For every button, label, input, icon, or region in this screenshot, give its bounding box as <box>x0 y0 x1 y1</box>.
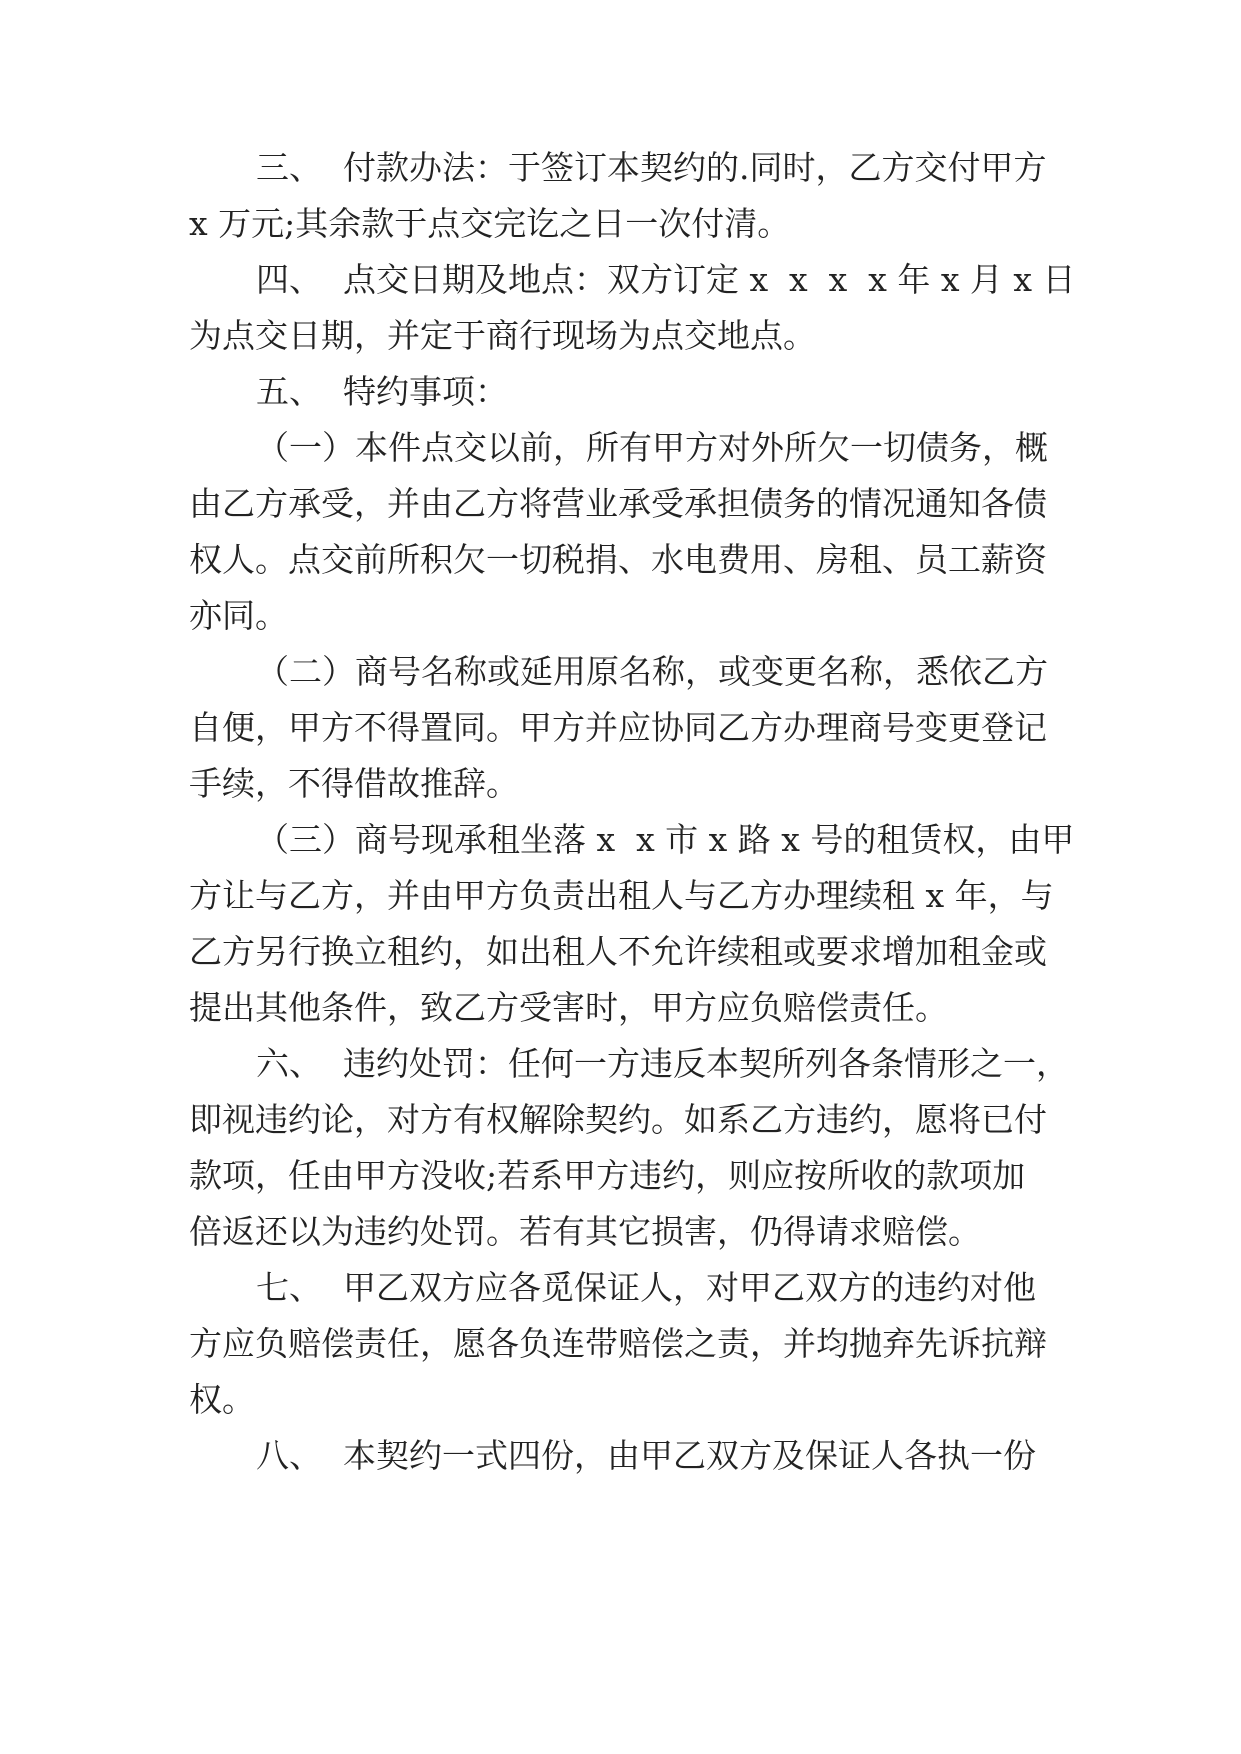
text-line: 即视违约论，对方有权解除契约。如系乙方违约，愿将已付 <box>189 1100 1047 1139</box>
text-line: 提出其他条件，致乙方受害时，甲方应负赔偿责任。 <box>189 988 948 1027</box>
text-line: 权。 <box>189 1380 255 1419</box>
text-line: 方让与乙方，并由甲方负责出租人与乙方办理续租 x 年，与 <box>189 876 1054 915</box>
text-line: 八、 本契约一式四份，由甲乙双方及保证人各执一份 <box>256 1436 1036 1475</box>
text-line: 六、 违约处罚：任何一方违反本契所列各条情形之一， <box>256 1044 1069 1083</box>
text-line: （一）本件点交以前，所有甲方对外所欠一切债务，概 <box>256 428 1048 467</box>
text-line: 由乙方承受，并由乙方将营业承受承担债务的情况通知各债 <box>189 484 1047 523</box>
text-line: 五、 特约事项： <box>256 372 508 411</box>
text-line: x 万元;其余款于点交完讫之日一次付清。 <box>189 204 791 243</box>
text-line: 款项，任由甲方没收;若系甲方违约，则应按所收的款项加 <box>189 1156 1026 1195</box>
text-line: 乙方另行换立租约，如出租人不允许续租或要求增加租金或 <box>189 932 1047 971</box>
text-line: 自便，甲方不得置同。甲方并应协同乙方办理商号变更登记 <box>189 708 1047 747</box>
text-line: 为点交日期，并定于商行现场为点交地点。 <box>189 316 816 355</box>
text-line: 手续，不得借故推辞。 <box>189 764 519 803</box>
text-line: 三、 付款办法：于签订本契约的.同时，乙方交付甲方 <box>256 148 1047 187</box>
text-line: 倍返还以为违约处罚。若有其它损害，仍得请求赔偿。 <box>189 1212 981 1251</box>
text-line: 四、 点交日期及地点：双方订定 x x x x 年 x 月 x 日 <box>256 260 1076 299</box>
text-line: （三）商号现承租坐落 x x 市 x 路 x 号的租赁权，由甲 <box>256 820 1075 859</box>
text-line: 七、 甲乙双方应各觅保证人，对甲乙双方的违约对他 <box>256 1268 1036 1307</box>
text-line: （二）商号名称或延用原名称，或变更名称，悉依乙方 <box>256 652 1048 691</box>
text-line: 亦同。 <box>189 596 288 635</box>
text-line: 方应负赔偿责任，愿各负连带赔偿之责，并均抛弃先诉抗辩 <box>189 1324 1047 1363</box>
text-line: 权人。点交前所积欠一切税捐、水电费用、房租、员工薪资 <box>189 540 1047 579</box>
